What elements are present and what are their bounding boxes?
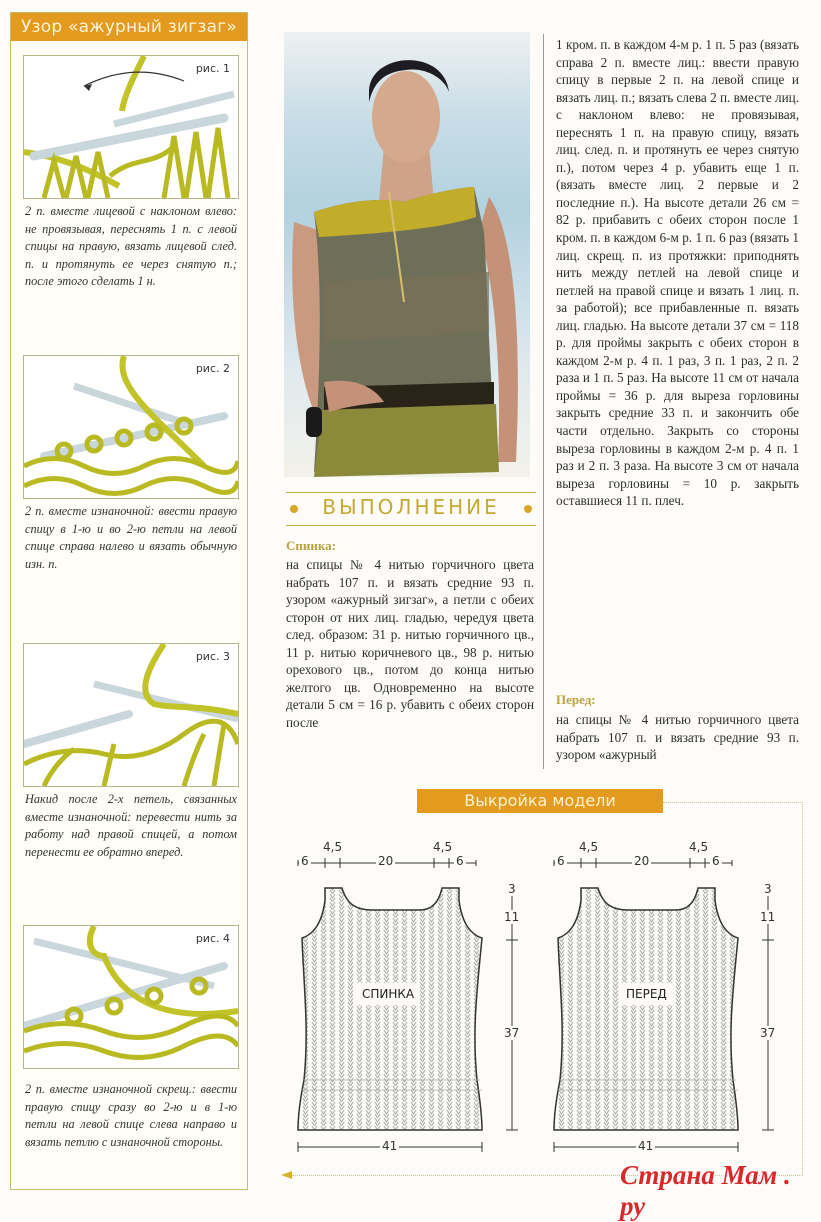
pattern-piece-front (548, 830, 788, 1160)
dim-bottom-width: 41 (638, 1139, 654, 1153)
dim-body-height: 37 (504, 1026, 520, 1040)
pattern-title: Выкройка модели (417, 789, 663, 813)
figure-4 (23, 925, 239, 1069)
dim-shoulder-right: 6 (456, 854, 464, 868)
piece-label-front: ПЕРЕД (620, 983, 673, 1005)
panel-title: Узор «ажурный зигзаг» (11, 13, 247, 41)
stitch-illustration-4 (24, 926, 238, 1068)
front-heading: Перед: (556, 692, 596, 707)
figure-label: рис. 2 (195, 362, 230, 375)
dim-neck-width: 20 (378, 854, 394, 868)
figure-caption: 2 п. вместе изнаночной: ввести правую спицу в 1-ю и во 2-ю петли на левой спице справа налево и вязать обычную изн. п. (25, 504, 237, 571)
figure-label: рис. 1 (195, 62, 230, 75)
dim-neck-curve-left: 4,5 (579, 840, 599, 854)
arrow-left-icon (281, 1171, 292, 1179)
dim-neck-depth: 3 (764, 882, 772, 896)
stitch-illustration-1 (24, 56, 238, 198)
piece-label-back: СПИНКА (356, 983, 420, 1005)
dim-body-height: 37 (760, 1026, 776, 1040)
pattern-piece-back (292, 830, 532, 1160)
dim-neck-depth: 3 (508, 882, 516, 896)
section-heading (286, 492, 536, 526)
section-title: ВЫПОЛНЕНИЕ (322, 495, 500, 519)
stitch-illustration-3 (24, 644, 238, 786)
figure-label: рис. 4 (195, 932, 230, 945)
dim-neck-curve-right: 4,5 (433, 840, 453, 854)
dim-armhole-height: 11 (760, 910, 776, 924)
figure-caption: 2 п. вместе изнаночной скрещ.: ввести правую спицу сразу во 2-ю и в 1-ю петли на левой спице слева направо и вязать петлю с изнаночной стороны. (25, 1082, 237, 1149)
figure-3 (23, 643, 239, 787)
back-heading: Спинка: (286, 538, 336, 553)
dim-shoulder-right: 6 (712, 854, 720, 868)
figure-caption: Накид после 2-х петель, связанных вместе изнаночной: перевести нить за работу над правой спицей, а потом перенести ее обратно вперед. (25, 792, 237, 859)
site-watermark: Страна Мам . ру (620, 1160, 791, 1221)
back-instructions-part2: 1 кром. п. в каждом 4-м р. 1 п. 5 раз (вязать справа 2 п. вместе лиц.: ввести правую спицу в первые 2 п. на левой спице и вязать лиц. п.; вязать слева 2 п. вместе лиц. с наклоном влево: не провязывая, переснять 1 п. на правую спицу, вязать лиц. след. п. и протянуть ее через снятую п.), потом через 4 р. убавить еще 1 п. (вязать вместе лиц. 2 первые и 2 последние п.). На высоте детали 26 см = 82 р. прибавить с обеих сторон после 1 кром. п. в каждом 6-м р. 1 п. 6 раз (вязать 1 лиц. скрещ. п. из протяжки: приподнять нить между петлей на левой спице и петлей на правой спице и вязать 1 лиц. п. за работой); все прибавленные п. вязать лиц. гладью. На высоте детали 37 см = 118 р. для проймы закрыть с обеих сторон в каждом 2-м р. 4 п. 1 раз, 3 п. 1 раз, 2 п. 2 раза и 1 п. 5 раз. На высоте 11 см от начала проймы = 36 р. для выреза горловины закрыть средние 33 п. и закончить обе части отдельно. Закрыть со стороны выреза горловины в каждом 2-м р. 4 п. 1 раз и 2 п. 3 раза. На высоте 3 см от начала выреза горловины = 10 р. закрыть оставшиеся 11 п. плеч. (556, 37, 799, 509)
dim-shoulder-left: 6 (301, 854, 309, 868)
back-instructions-part1: на спицы № 4 нитью горчичного цвета набрать 107 п. и вязать средние 93 п. узором «ажурный зигзаг», а петли с обеих сторон от них лиц. гладью, чередуя цвета след. образом: 31 р. нитью горчичного цв., 11 р. нитью коричневого цв., 98 р. нитью орехового цв., потом до конца нитью желтого цв. Одновременно на высоте детали 5 см = 16 р. убавить с обеих сторон после (286, 557, 534, 730)
dim-neck-curve-left: 4,5 (323, 840, 343, 854)
model-photo-illustration (284, 32, 530, 477)
stitch-pattern-panel (10, 12, 248, 1190)
figure-2 (23, 355, 239, 499)
bullet-dot-icon (524, 505, 532, 513)
figure-caption: 2 п. вместе лицевой с наклоном влево: не провязывая, переснять 1 п. с левой спицы на правую, вязать лицевой след. п. и протянуть ее через снятую п.; после этого сделать 1 н. (25, 204, 237, 288)
dim-neck-width: 20 (634, 854, 650, 868)
dim-neck-curve-right: 4,5 (689, 840, 709, 854)
figure-1 (23, 55, 239, 199)
model-photo (284, 32, 530, 477)
dim-bottom-width: 41 (382, 1139, 398, 1153)
front-instructions: на спицы № 4 нитью горчичного цвета набрать 107 п. и вязать средние 93 п. узором «ажурный (556, 712, 799, 763)
stitch-illustration-2 (24, 356, 238, 498)
figure-label: рис. 3 (195, 650, 230, 663)
column-divider (543, 34, 544, 769)
dim-armhole-height: 11 (504, 910, 520, 924)
dim-shoulder-left: 6 (557, 854, 565, 868)
